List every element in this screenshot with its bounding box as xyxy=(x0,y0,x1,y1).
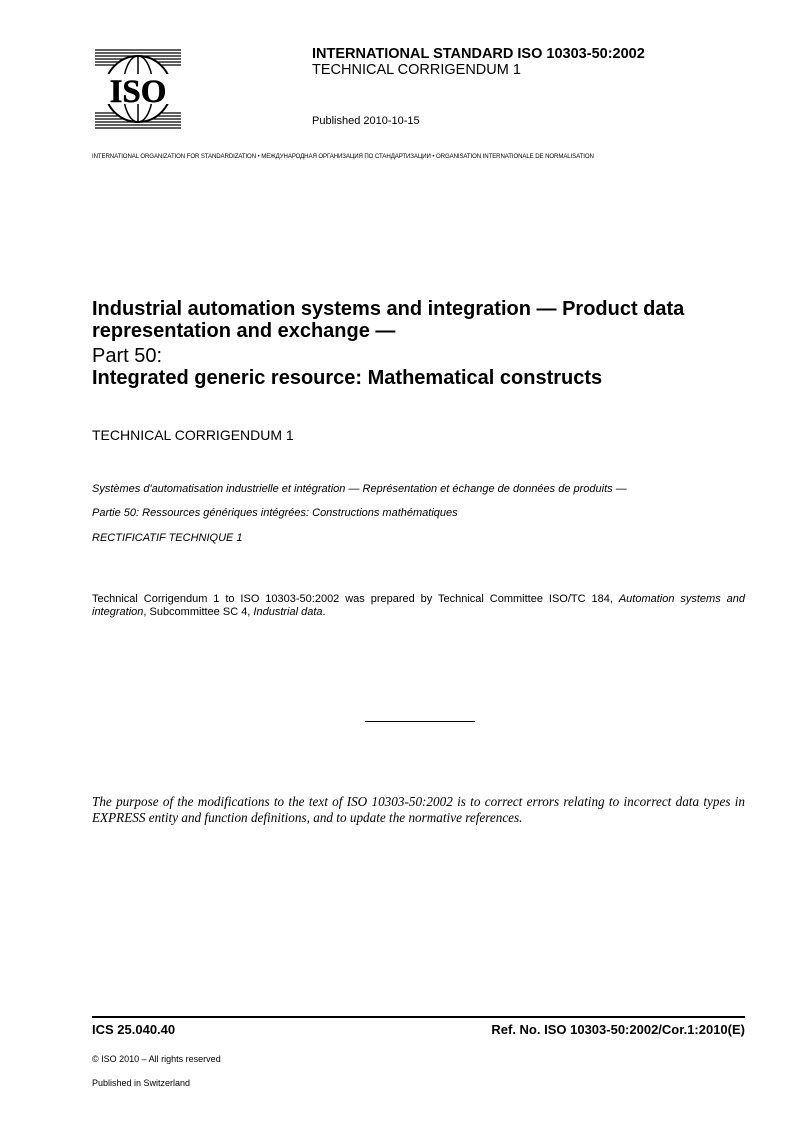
footer-rule xyxy=(92,1016,745,1018)
french-title-1: Systèmes d'automatisation industrielle et intégration — Représentation et échange de données de produits — xyxy=(92,483,627,495)
part-number: Part 50: xyxy=(92,345,163,367)
ics-code: ICS 25.040.40 xyxy=(92,1022,176,1037)
published-date: Published 2010-10-15 xyxy=(312,115,420,127)
subcommittee-name: Industrial data xyxy=(253,606,323,618)
title-line-1: Industrial automation systems and integration — Product data xyxy=(92,298,685,320)
iso-logo xyxy=(95,48,181,130)
standard-subtitle: TECHNICAL CORRIGENDUM 1 xyxy=(312,62,521,78)
prep-text: , Subcommittee SC 4, xyxy=(143,606,254,618)
standard-title: INTERNATIONAL STANDARD ISO 10303-50:2002 xyxy=(312,46,645,62)
preparation-paragraph xyxy=(92,593,745,619)
french-title-3: RECTIFICATIF TECHNIQUE 1 xyxy=(92,532,243,544)
prep-text: . xyxy=(322,606,326,618)
purpose-paragraph: The purpose of the modifications to the text of ISO 10303-50:2002 is to correct errors relating to incorrect data types in EXPRESS entity and function definitions, and to update the normative references. xyxy=(92,794,745,825)
committee-name: Automation systems and integration xyxy=(92,593,745,618)
document-title xyxy=(92,298,684,342)
french-title-2: Partie 50: Ressources génériques intégrées: Constructions mathématiques xyxy=(92,507,458,519)
copyright: © ISO 2010 – All rights reserved xyxy=(92,1054,221,1064)
reference-number: Ref. No. ISO 10303-50:2002/Cor.1:2010(E) xyxy=(491,1022,745,1037)
separator-rule xyxy=(365,721,475,722)
svg-text:ISO: ISO xyxy=(109,74,167,110)
organization-line: INTERNATIONAL ORGANIZATION FOR STANDARDIZATION • МЕЖДУНАРОДНАЯ ОРГАНИЗАЦИЯ ПО СТАНДАРТИЗАЦИИ • ORGANISATION INTERNATIONALE DE NORMALISATION xyxy=(92,153,594,160)
corrigendum-label: TECHNICAL CORRIGENDUM 1 xyxy=(92,427,294,443)
part-title: Integrated generic resource: Mathematical constructs xyxy=(92,367,603,389)
title-line-2: representation and exchange — xyxy=(92,320,396,342)
published-in: Published in Switzerland xyxy=(92,1078,191,1088)
prep-text: Technical Corrigendum 1 to ISO 10303-50:2002 was prepared by Technical Committee ISO/TC 184, xyxy=(92,593,619,605)
